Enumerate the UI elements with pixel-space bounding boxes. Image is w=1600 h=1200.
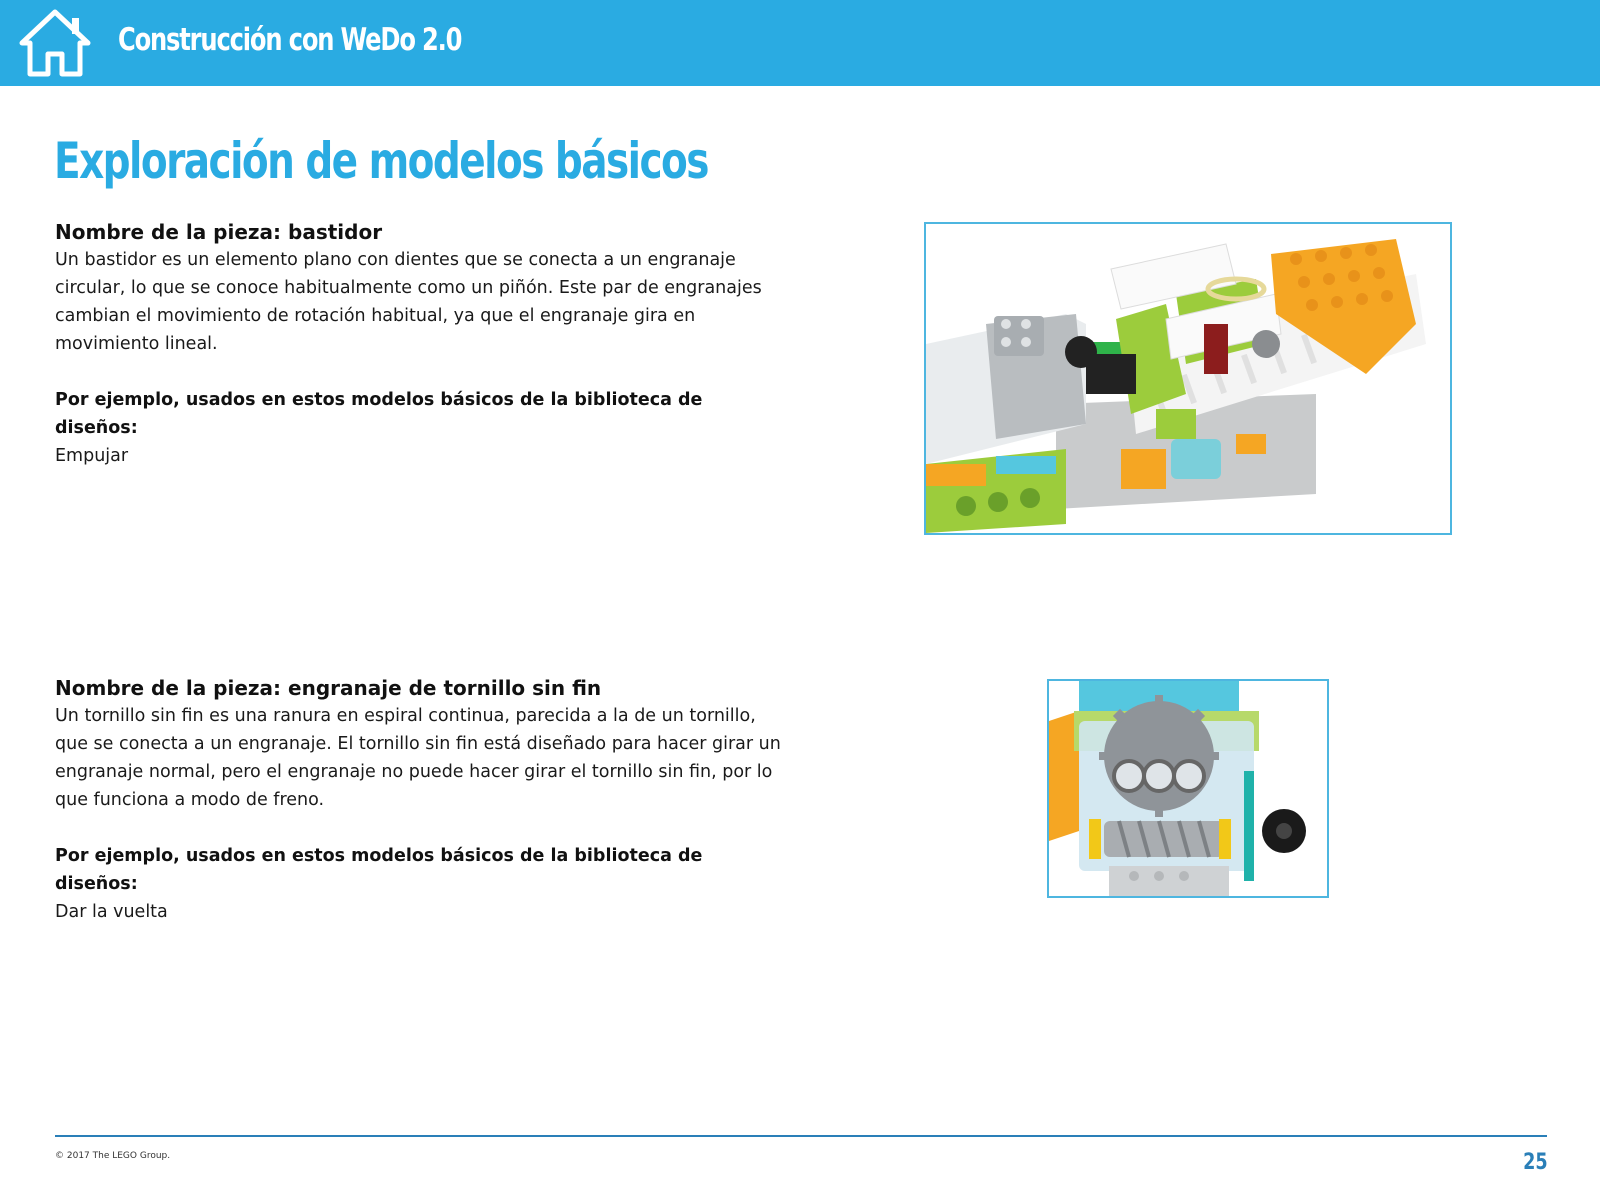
footer-divider bbox=[55, 1135, 1547, 1137]
part-name: Nombre de la pieza: bastidor bbox=[55, 220, 383, 244]
part-description: Un tornillo sin fin es una ranura en espiral continua, parecida a la de un tornillo, que se conecta a un engranaje. El tornillo sin fin está diseñado para hacer girar un engranaje normal, pero el engranaje no puede hacer girar el tornillo sin fin, por lo que funciona a modo de freno. bbox=[55, 706, 781, 810]
part-section-worm-gear bbox=[55, 674, 785, 926]
page-number: 25 bbox=[1523, 1150, 1548, 1175]
home-icon[interactable] bbox=[18, 8, 92, 78]
example-label: Por ejemplo, usados en estos modelos básicos de la biblioteca de diseños: bbox=[55, 846, 703, 894]
copyright: © 2017 The LEGO Group. bbox=[55, 1151, 171, 1161]
example-value: Empujar bbox=[55, 446, 129, 466]
example-value: Dar la vuelta bbox=[55, 902, 168, 922]
header-bar bbox=[0, 0, 1600, 86]
header-title: Construcción con WeDo 2.0 bbox=[118, 22, 462, 58]
part-name: Nombre de la pieza: engranaje de tornillo sin fin bbox=[55, 676, 602, 700]
page-title: Exploración de modelos básicos bbox=[54, 132, 708, 190]
example-label: Por ejemplo, usados en estos modelos básicos de la biblioteca de diseños: bbox=[55, 390, 703, 438]
part-description: Un bastidor es un elemento plano con dientes que se conecta a un engranaje circular, lo que se conoce habitualmente como un piñón. Este par de engranajes cambian el movimiento de rotación habitual, ya que el engranaje gira en movimiento lineal. bbox=[55, 250, 762, 354]
rack-model-image bbox=[924, 222, 1452, 535]
worm-gear-model-image bbox=[1047, 679, 1329, 898]
part-section-rack bbox=[55, 218, 785, 470]
